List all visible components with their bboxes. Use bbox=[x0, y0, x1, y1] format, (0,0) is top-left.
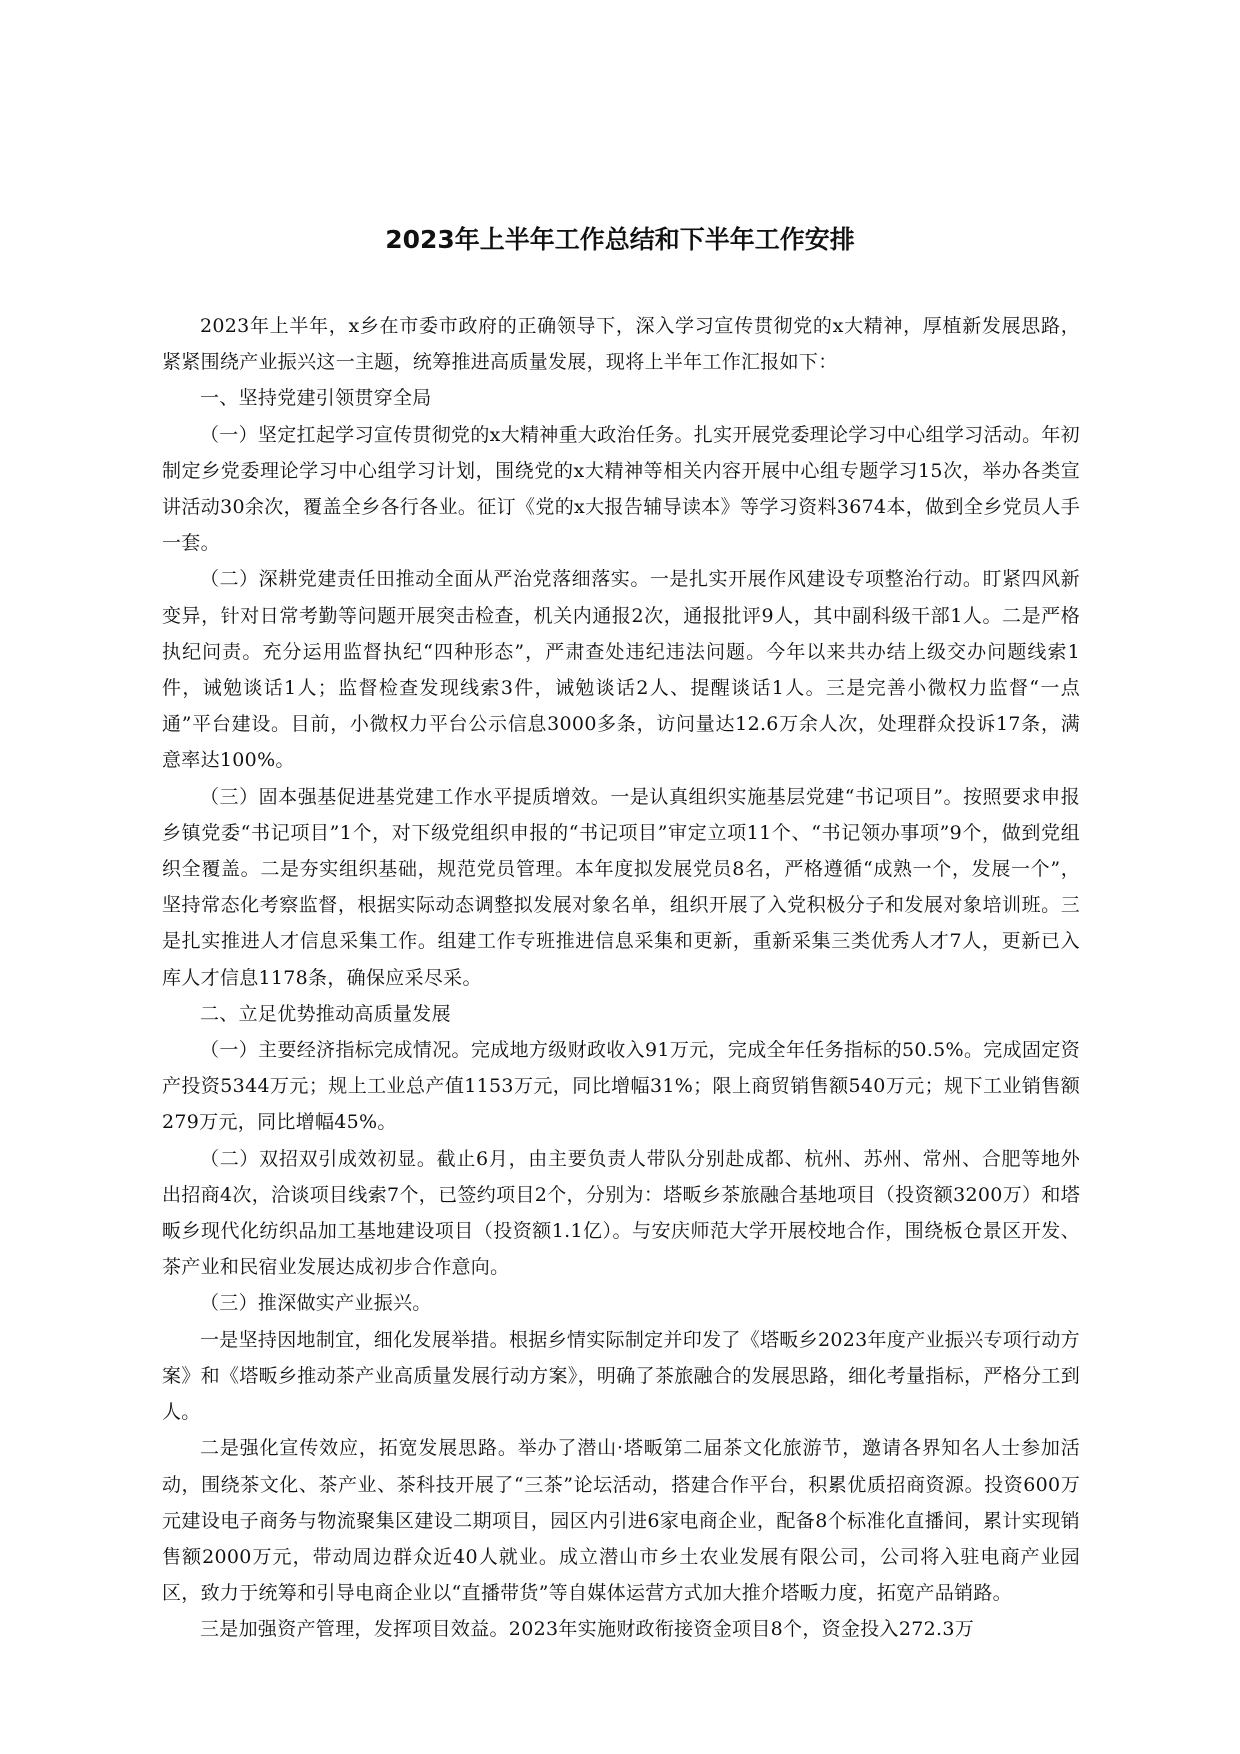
paragraph-2-3-b: 二是强化宣传效应，拓宽发展思路。举办了潜山·塔畈第二届茶文化旅游节，邀请各界知名人士参加活动，围绕茶文化、茶产业、茶科技开展了“三茶”论坛活动，搭建合作平台，积累优质招商资源。投资600万元建设电子商务与物流聚集区建设二期项目，园区内引进6家电商企业，配备8个标准化直播间，累计实现销售额2000万元，带动周边群众近40人就业。成立潜山市乡土农业发展有限公司，公司将入驻电商产业园区，致力于统筹和引导电商企业以“直播带货”等自媒体运营方式加大推介塔畈力度，拓宽产品销路。 bbox=[162, 1437, 1080, 1605]
paragraph-1-3: （三）固本强基促进基党建工作水平提质增效。一是认真组织实施基层党建“书记项目”。按照要求申报乡镇党委“书记项目”1个，对下级党组织申报的“书记项目”审定立项11个、“书记领办事项”9个，做到党组织全覆盖。二是夯实组织基础，规范党员管理。本年度拟发展党员8名，严格遵循“成熟一个，发展一个”，坚持常态化考察监督，根据实际动态调整拟发展对象名单，组织开展了入党积极分子和发展对象培训班。三是扎实推进人才信息采集工作。组建工作专班推进信息采集和更新，重新采集三类优秀人才7人，更新已入库人才信息1178条，确保应采尽采。 bbox=[162, 785, 1080, 989]
paragraph-1-2: （二）深耕党建责任田推动全面从严治党落细落实。一是扎实开展作风建设专项整治行动。盯紧四风新变异，针对日常考勤等问题开展突击检查，机关内通报2次，通报批评9人，其中副科级干部1人。二是严格执纪问责。充分运用监督执纪“四种形态”，严肃查处违纪违法问题。今年以来共办结上级交办问题线索1件，诫勉谈话1人；监督检查发现线索3件，诫勉谈话2人、提醒谈话1人。三是完善小微权力监督“一点通”平台建设。目前，小微权力平台公示信息3000多条，访问量达12.6万余人次，处理群众投诉17条，满意率达100%。 bbox=[162, 568, 1080, 772]
section-heading-1: 一、坚持党建引领贯穿全局 bbox=[200, 387, 432, 410]
paragraph-1-1: （一）坚定扛起学习宣传贯彻党的x大精神重大政治任务。扎实开展党委理论学习中心组学习活动。年初制定乡党委理论学习中心组学习计划，围绕党的x大精神等相关内容开展中心组专题学习15次，举办各类宣讲活动30余次，覆盖全乡各行各业。征订《党的x大报告辅导读本》等学习资料3674本，做到全乡党员人手一套。 bbox=[162, 423, 1080, 555]
paragraph-2-3-heading: （三）推深做实产业振兴。 bbox=[200, 1292, 432, 1315]
document-body bbox=[162, 308, 1080, 1648]
document-title: 2023年上半年工作总结和下半年工作安排 bbox=[385, 225, 855, 254]
paragraph-2-2: （二）双招双引成效初显。截止6月，由主要负责人带队分别赴成都、杭州、苏州、常州、合肥等地外出招商4次，洽谈项目线索7个，已签约项目2个，分别为：塔畈乡茶旅融合基地项目（投资额3200万）和塔畈乡现代化纺织品加工基地建设项目（投资额1.1亿）。与安庆师范大学开展校地合作，围绕板仓景区开发、茶产业和民宿业发展达成初步合作意向。 bbox=[162, 1147, 1080, 1279]
paragraph-2-1: （一）主要经济指标完成情况。完成地方级财政收入91万元，完成全年任务指标的50.5%。完成固定资产投资5344万元；规上工业总产值1153万元，同比增幅31%；限上商贸销售额540万元；规下工业销售额279万元，同比增幅45%。 bbox=[162, 1039, 1080, 1134]
paragraph-2-3-c: 三是加强资产管理，发挥项目效益。2023年实施财政衔接资金项目8个，资金投入272.3万 bbox=[200, 1618, 975, 1641]
paragraph-2-3-a: 一是坚持因地制宜，细化发展举措。根据乡情实际制定并印发了《塔畈乡2023年度产业振兴专项行动方案》和《塔畈乡推动茶产业高质量发展行动方案》，明确了茶旅融合的发展思路，细化考量指标，严格分工到人。 bbox=[162, 1328, 1080, 1424]
section-heading-2: 二、立足优势推动高质量发展 bbox=[200, 1002, 451, 1025]
intro-paragraph: 2023年上半年，x乡在市委市政府的正确领导下，深入学习宣传贯彻党的x大精神，厚植新发展思路，紧紧围绕产业振兴这一主题，统筹推进高质量发展，现将上半年工作汇报如下： bbox=[162, 315, 1080, 374]
